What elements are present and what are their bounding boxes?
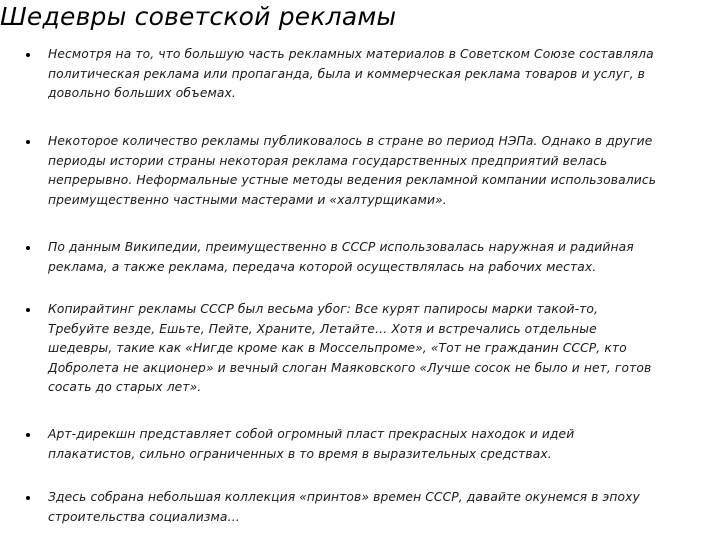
bullet-dot-icon (26, 140, 30, 144)
bullet-dot-icon (26, 246, 30, 250)
bullet-text: Арт-дирекшн представляет собой огромный пласт прекрасных находок и идей плакатистов, сильно ограниченных в то время в выразительных средствах. (48, 427, 575, 461)
bullet-text: Некоторое количество рекламы публиковалось в стране во период НЭПа. Однако в другие периоды истории страны некоторая реклама государственных предприятий велась непрерывно. Неформальные устные методы ведения рекламной компании использовались преимущественно частными мастерами и «халтурщиками». (48, 134, 657, 207)
bullet-dot-icon (26, 433, 30, 437)
bullet-dot-icon (26, 496, 30, 500)
bullet-text: По данным Википедии, преимущественно в СССР использовалась наружная и радийная реклама, а также реклама, передача которой осуществлялась на рабочих местах. (48, 240, 634, 274)
bullet-dot-icon (26, 308, 30, 312)
bullet-text: Здесь собрана небольшая коллекция «принтов» времен СССР, давайте окунемся в эпоху строительства социализма… (48, 490, 640, 524)
slide-title: Шедевры советской рекламы (0, 2, 397, 31)
bullet-text: Копирайтинг рекламы СССР был весьма убог: Все курят папиросы марки такой-то, Требуйте везде, Ешьте, Пейте, Храните, Летайте… Хотя и встречались отдельные шедевры, такие как «Нигде кроме как в Моссельпроме», «Тот не гражданин СССР, кто Добролета не акционер» и вечный слоган Маяковского «Лучше сосок не было и нет, готов сосать до старых лет». (48, 302, 652, 395)
bullet-dot-icon (26, 53, 30, 57)
bullet-text: Несмотря на то, что большую часть рекламных материалов в Советском Союзе составляла политическая реклама или пропаганда, была и коммерческая реклама товаров и услуг, в довольно больших объемах. (48, 47, 654, 101)
